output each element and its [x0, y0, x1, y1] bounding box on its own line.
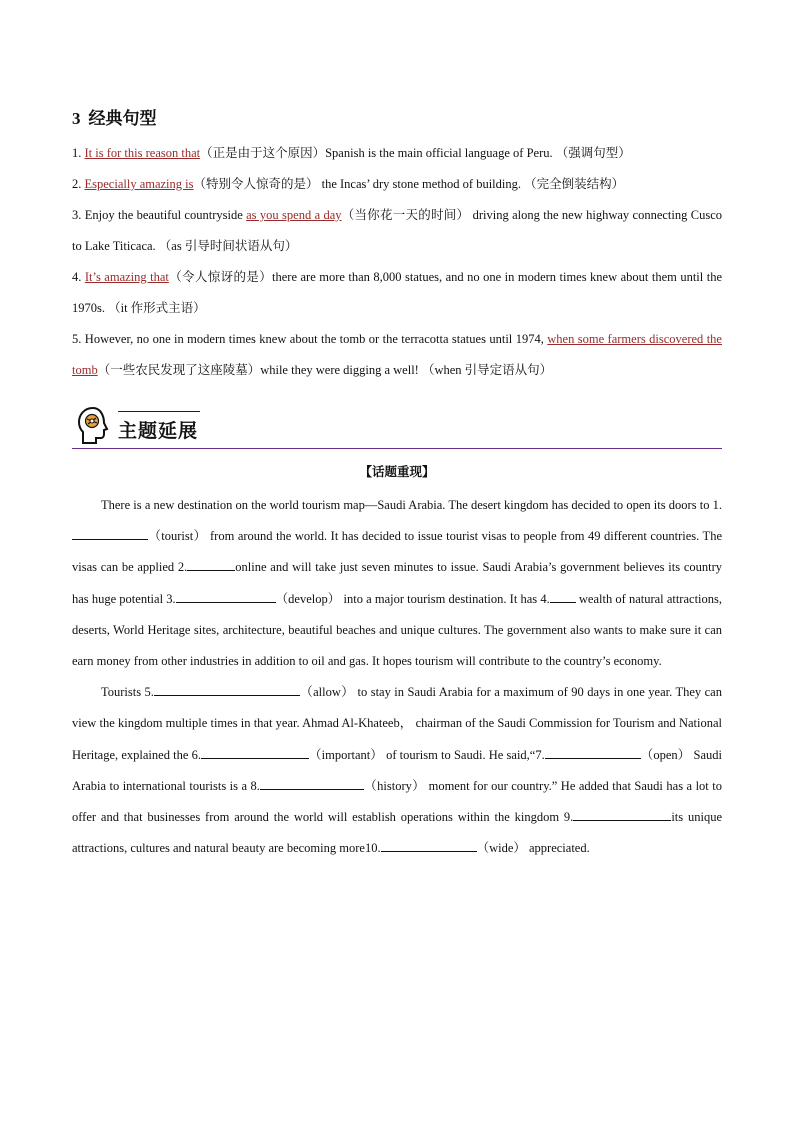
key-phrase: as you spend a day	[246, 208, 342, 222]
passage-text: online and will take just seven minutes to issue. Saudi Arabia’s government believes its country has huge potential 3.	[72, 560, 723, 606]
sentence-number: 2.	[72, 177, 85, 191]
passage-text: （open） Saudi Arabia to international tourists is a 8.	[72, 747, 722, 793]
key-phrase: It’s amazing that	[84, 270, 169, 284]
brain-head-icon	[76, 406, 110, 446]
section-banner	[72, 404, 722, 450]
sentence-text: （特别令人惊奇的是） the Incas’ dry stone method of building. （完全倒装结构）	[193, 177, 625, 191]
banner-title: 主题延展	[118, 420, 199, 442]
sentence-number: 1.	[72, 146, 85, 160]
paragraph-2	[72, 677, 722, 864]
sentence-4	[72, 262, 722, 324]
sentence-text: （当你花一天的时间） driving along the new highway connecting Cusco to Lake Titicaca. （as 引导时间状语从句）	[72, 208, 722, 253]
passage-text: （wide） appreciated.	[476, 841, 590, 856]
answer-blank-6[interactable]	[201, 746, 309, 759]
sentence-number: 4.	[72, 270, 85, 284]
sentence-5	[72, 324, 722, 386]
key-phrase: It is for this reason that	[84, 146, 201, 160]
sentence-text: （正是由于这个原因）Spanish is the main official language of Peru. （强调句型）	[200, 146, 631, 160]
passage-text: （history） moment for our country.” He added that Saudi has a lot to offer and that businesses from around the world will establish operations within the kingdom 9.	[72, 778, 722, 825]
sentence-1	[72, 138, 722, 169]
passage-text: （develop） into a major tourism destination. It has 4.	[275, 591, 550, 606]
sentence-text: However, no one in modern times knew about the tomb or the terracotta statues until 1974,	[84, 332, 548, 346]
answer-blank-8[interactable]	[260, 777, 364, 790]
passage-text: its unique attractions, cultures and natural beauty are becoming more10.	[72, 810, 722, 856]
banner-divider	[72, 448, 722, 449]
paragraph-1	[72, 490, 722, 677]
section-number: 3	[72, 109, 81, 128]
answer-blank-7[interactable]	[545, 746, 641, 759]
passage-text: （allow） to stay in Saudi Arabia for a maximum of 90 days in one year. They can view the kingdom multiple times in that year. Ahmad Al-Khateeb， chairman of the Saudi Commission for Tourism and National Heritage, explained the 6.	[72, 685, 722, 762]
passage-text: There is a new destination on the world tourism map—Saudi Arabia. The desert kingdom has decided to open its doors to 1.	[101, 498, 722, 512]
answer-blank-9[interactable]	[573, 808, 671, 821]
passage-text: wealth of natural attractions, deserts, World Heritage sites, architecture, beautiful beaches and unique cultures. The government also wants to make sure it can earn money from other industries in addition to oil and gas. It hopes tourism will contribute to the country’s economy.	[72, 591, 723, 669]
passage-text: （tourist） from around the world. It has decided to issue tourist visas to people from 49 different countries. The visas can be applied 2.	[72, 529, 722, 575]
topic-subtitle: 【话题重现】	[359, 464, 435, 479]
answer-blank-3[interactable]	[176, 590, 276, 603]
sentence-number: 5.	[72, 332, 85, 346]
section-title: 经典句型	[88, 109, 157, 128]
answer-blank-4[interactable]	[550, 590, 576, 603]
sentence-2	[72, 169, 722, 200]
sentence-3	[72, 200, 722, 262]
answer-blank-5[interactable]	[154, 683, 300, 696]
sentence-text: Enjoy the beautiful countryside	[84, 208, 247, 222]
passage-text: Tourists 5.	[101, 685, 154, 700]
sentence-text: （一些农民发现了这座陵墓）while they were digging a well! （when 引导定语从句）	[97, 363, 553, 377]
sentence-number: 3.	[72, 208, 85, 222]
key-phrase: when some farmers discovered the tomb	[72, 332, 722, 377]
cloze-passage	[72, 490, 722, 864]
passage-text: （important） of tourism to Saudi. He said,“7.	[308, 747, 545, 762]
section-heading	[72, 104, 157, 129]
sentence-list	[72, 138, 722, 386]
banner-accent-line	[118, 411, 200, 412]
answer-blank-1[interactable]	[72, 527, 148, 540]
answer-blank-10[interactable]	[381, 839, 477, 852]
sentence-text: （令人惊讶的是）there are more than 8,000 statues, and no one in modern times knew about them until the 1970s. （it 作形式主语）	[72, 270, 722, 315]
key-phrase: Especially amazing is	[84, 177, 194, 191]
answer-blank-2[interactable]	[187, 558, 235, 571]
